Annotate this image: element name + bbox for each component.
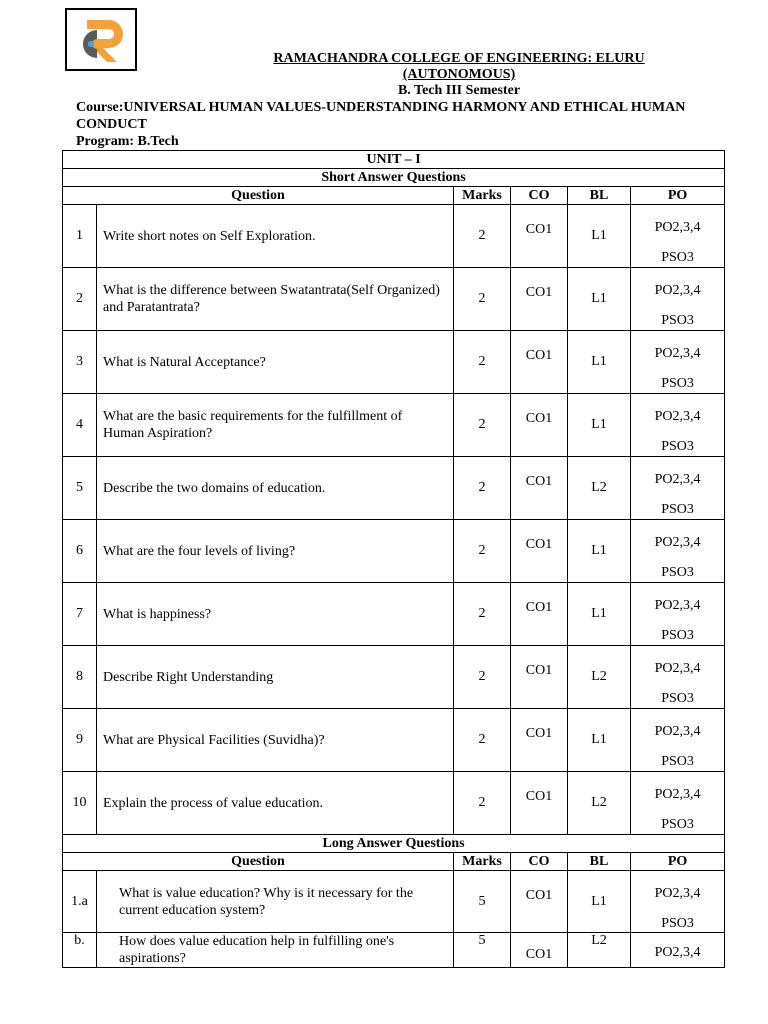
bl-value: L1 (591, 543, 607, 558)
question-number-cell (63, 520, 97, 583)
col-co: CO (511, 187, 568, 205)
question-number: 7 (76, 606, 83, 621)
bl-value: L1 (591, 893, 607, 909)
co-cell (511, 709, 568, 772)
table-row (63, 331, 725, 394)
question-text: What is happiness? (103, 606, 212, 622)
long-answer-title: Long Answer Questions (63, 835, 725, 853)
question-number: b. (74, 933, 85, 948)
bl-cell (568, 520, 631, 583)
bl-value: L2 (591, 480, 607, 495)
table-row (63, 933, 725, 968)
question-number-cell (63, 268, 97, 331)
marks-cell (454, 772, 511, 835)
bl-value: L2 (591, 795, 607, 810)
col-bl: BL (568, 187, 631, 205)
autonomous-label: (AUTONOMOUS) (402, 67, 516, 82)
marks-cell (454, 646, 511, 709)
pso-value: PSO3 (661, 313, 694, 328)
po-value: PO2,3,4 (654, 472, 701, 487)
co-cell (511, 205, 568, 268)
col-marks: Marks (454, 187, 511, 205)
question-number-cell (63, 331, 97, 394)
question-text-cell (97, 394, 454, 457)
question-number: 8 (76, 669, 83, 684)
po-value: PO2,3,4 (654, 409, 701, 424)
question-number-cell (63, 646, 97, 709)
pso-value: PSO3 (661, 691, 694, 706)
pso-value: PSO3 (661, 376, 694, 391)
co-cell (511, 457, 568, 520)
pso-value: PSO3 (661, 754, 694, 769)
po-value: PO2,3,4 (654, 535, 701, 550)
marks-value: 2 (478, 606, 486, 621)
question-text-cell (97, 268, 454, 331)
marks-value: 2 (478, 354, 486, 369)
bl-cell (568, 871, 631, 933)
course-title-line1: Course:UNIVERSAL HUMAN VALUES-UNDERSTANDING HARMONY AND ETHICAL HUMAN (76, 100, 686, 115)
po-cell (631, 520, 725, 583)
marks-cell (454, 520, 511, 583)
col-question: Question (63, 853, 454, 871)
table-row (63, 520, 725, 583)
question-number: 4 (76, 417, 83, 432)
semester-label: B. Tech III Semester (397, 83, 521, 98)
marks-cell (454, 583, 511, 646)
co-value: CO1 (525, 222, 553, 237)
po-value: PO2,3,4 (654, 886, 701, 901)
bl-value: L2 (591, 669, 607, 684)
marks-value: 2 (478, 291, 486, 306)
col-po: PO (631, 853, 725, 871)
table-row (63, 457, 725, 520)
table-row (63, 772, 725, 835)
marks-value: 2 (478, 732, 486, 747)
col-marks: Marks (454, 853, 511, 871)
col-co: CO (511, 853, 568, 871)
bl-value: L1 (591, 354, 607, 369)
question-text: Describe Right Understanding (103, 669, 274, 685)
table-row (63, 646, 725, 709)
po-value: PO2,3,4 (654, 945, 701, 960)
marks-cell (454, 709, 511, 772)
bl-value: L2 (591, 933, 607, 948)
question-text-cell (97, 933, 454, 968)
short-column-headers (63, 187, 725, 205)
pso-value: PSO3 (661, 628, 694, 643)
table-row (63, 871, 725, 933)
po-cell (631, 772, 725, 835)
bl-cell (568, 709, 631, 772)
marks-value: 5 (478, 893, 486, 909)
co-value: CO1 (525, 537, 553, 552)
question-text-cell (97, 520, 454, 583)
co-value: CO1 (525, 285, 553, 300)
bl-value: L1 (591, 606, 607, 621)
po-value: PO2,3,4 (654, 346, 701, 361)
marks-cell (454, 205, 511, 268)
marks-cell (454, 933, 511, 968)
question-text: Explain the process of value education. (103, 795, 324, 811)
question-table (62, 150, 725, 968)
unit-title: UNIT – I (63, 151, 725, 169)
co-value: CO1 (525, 474, 553, 489)
marks-cell (454, 871, 511, 933)
question-text-cell (97, 772, 454, 835)
po-cell (631, 268, 725, 331)
po-value: PO2,3,4 (654, 220, 701, 235)
bl-cell (568, 457, 631, 520)
bl-cell (568, 268, 631, 331)
co-value: CO1 (525, 726, 553, 741)
po-cell (631, 709, 725, 772)
question-number-cell (63, 933, 97, 968)
bl-cell (568, 933, 631, 968)
question-text-cell (97, 331, 454, 394)
po-cell (631, 457, 725, 520)
co-cell (511, 646, 568, 709)
question-number: 10 (72, 795, 87, 810)
co-cell (511, 933, 568, 968)
question-text-cell (97, 583, 454, 646)
co-value: CO1 (525, 600, 553, 615)
bl-cell (568, 331, 631, 394)
question-number-cell (63, 772, 97, 835)
table-row (63, 205, 725, 268)
po-cell (631, 331, 725, 394)
question-text-cell (97, 871, 454, 933)
col-bl: BL (568, 853, 631, 871)
marks-value: 2 (478, 228, 486, 243)
bl-value: L1 (591, 417, 607, 432)
po-value: PO2,3,4 (654, 283, 701, 298)
po-cell (631, 871, 725, 933)
question-number-cell (63, 709, 97, 772)
co-value: CO1 (525, 348, 553, 363)
table-row (63, 268, 725, 331)
question-text-cell (97, 646, 454, 709)
marks-value: 2 (478, 795, 486, 810)
question-text-cell (97, 457, 454, 520)
question-text-cell (97, 709, 454, 772)
pso-value: PSO3 (661, 439, 694, 454)
pso-value: PSO3 (661, 565, 694, 580)
bl-value: L1 (591, 732, 607, 747)
co-value: CO1 (525, 663, 553, 678)
co-cell (511, 871, 568, 933)
marks-value: 2 (478, 480, 486, 495)
bl-cell (568, 583, 631, 646)
pso-value: PSO3 (661, 916, 694, 931)
marks-value: 2 (478, 543, 486, 558)
question-text: What is value education? Why is it necessary for the current education system? (119, 885, 414, 918)
co-cell (511, 583, 568, 646)
po-value: PO2,3,4 (654, 724, 701, 739)
question-number: 3 (76, 354, 83, 369)
po-value: PO2,3,4 (654, 598, 701, 613)
po-cell (631, 205, 725, 268)
co-value: CO1 (525, 411, 553, 426)
co-cell (511, 772, 568, 835)
question-number: 1 (76, 228, 83, 243)
co-cell (511, 520, 568, 583)
co-value: CO1 (525, 888, 553, 903)
question-text: What are the four levels of living? (103, 543, 296, 559)
question-text: What are the basic requirements for the fulfillment of Human Aspiration? (103, 409, 403, 441)
marks-value: 2 (478, 669, 486, 684)
po-cell (631, 933, 725, 968)
college-name: RAMACHANDRA COLLEGE OF ENGINEERING: ELURU (273, 51, 645, 66)
po-cell (631, 646, 725, 709)
marks-cell (454, 394, 511, 457)
question-number: 1.a (71, 893, 88, 909)
question-text: How does value education help in fulfilling one's aspirations? (119, 934, 395, 966)
question-text: Describe the two domains of education. (103, 480, 326, 496)
co-cell (511, 331, 568, 394)
question-number: 9 (76, 732, 83, 747)
co-cell (511, 268, 568, 331)
long-column-headers (63, 853, 725, 871)
question-number: 2 (76, 291, 83, 306)
table-row (63, 394, 725, 457)
pso-value: PSO3 (661, 502, 694, 517)
marks-value: 2 (478, 417, 486, 432)
co-value: CO1 (525, 947, 553, 962)
bl-value: L1 (591, 291, 607, 306)
question-text: What is the difference between Swatantrata(Self Organized) and Paratantrata? (103, 283, 440, 315)
pso-value: PSO3 (661, 250, 694, 265)
po-value: PO2,3,4 (654, 787, 701, 802)
question-number: 6 (76, 543, 83, 558)
table-row (63, 709, 725, 772)
po-cell (631, 583, 725, 646)
marks-value: 5 (478, 933, 486, 948)
course-title-line2: CONDUCT (76, 117, 147, 132)
bl-value: L1 (591, 228, 607, 243)
marks-cell (454, 331, 511, 394)
question-number-cell (63, 394, 97, 457)
question-text: Write short notes on Self Exploration. (103, 228, 316, 244)
po-cell (631, 394, 725, 457)
bl-cell (568, 646, 631, 709)
question-number-cell (63, 205, 97, 268)
co-value: CO1 (525, 789, 553, 804)
question-text: What are Physical Facilities (Suvidha)? (103, 732, 325, 748)
program-label: Program: B.Tech (76, 134, 179, 149)
bl-cell (568, 772, 631, 835)
bl-cell (568, 205, 631, 268)
question-number-cell (63, 457, 97, 520)
table-row (63, 583, 725, 646)
bl-cell (568, 394, 631, 457)
question-text: What is Natural Acceptance? (103, 354, 266, 370)
short-answer-title: Short Answer Questions (63, 169, 725, 187)
marks-cell (454, 457, 511, 520)
col-po: PO (631, 187, 725, 205)
co-cell (511, 394, 568, 457)
pso-value: PSO3 (661, 817, 694, 832)
po-value: PO2,3,4 (654, 661, 701, 676)
question-number-cell (63, 583, 97, 646)
question-text-cell (97, 205, 454, 268)
question-number-cell (63, 871, 97, 933)
question-number: 5 (76, 480, 83, 495)
marks-cell (454, 268, 511, 331)
col-question: Question (63, 187, 454, 205)
